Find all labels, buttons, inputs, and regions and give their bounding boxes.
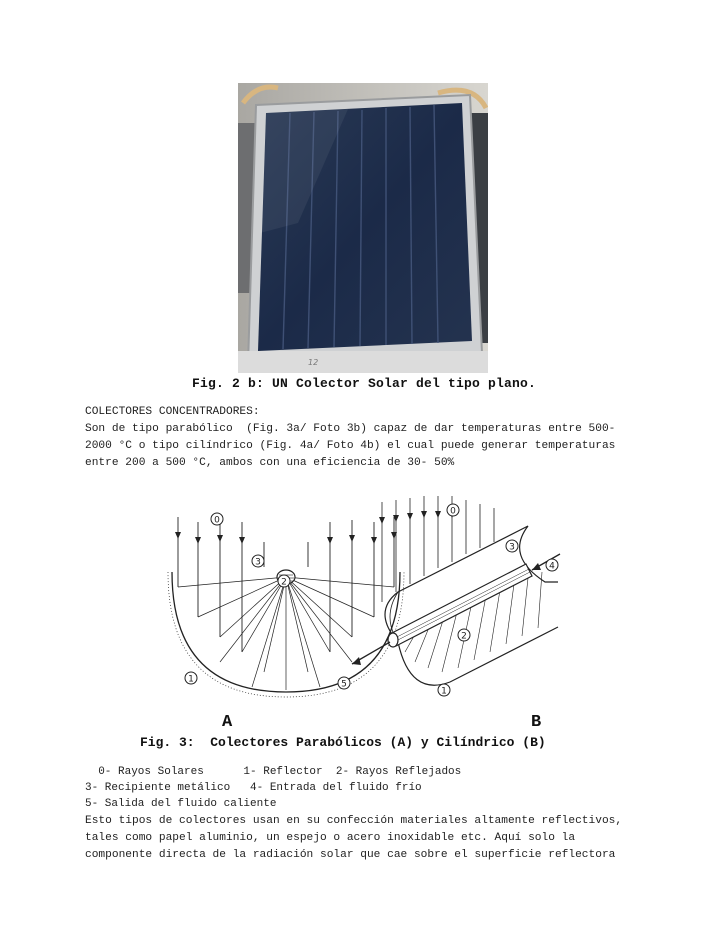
- marker-2-a: 2: [281, 577, 287, 588]
- cylindrical-collector-drawing: [352, 496, 560, 685]
- marker-5-b: 5: [341, 679, 347, 690]
- paragraph-line: tales como papel aluminio, un espejo o acero inoxidable etc. Aquí solo la: [85, 832, 576, 844]
- parabolic-collector-drawing: [168, 517, 404, 697]
- paragraph-concentrators: [85, 404, 660, 472]
- paragraph-line: 2000 °C o tipo cilíndrico (Fig. 4a/ Foto 4b) el cual puede generar temperaturas: [85, 440, 616, 452]
- figure-3-diagram: [160, 492, 570, 714]
- paragraph-line: Son de tipo parabólico (Fig. 3a/ Foto 3b) capaz de dar temperaturas entre 500-: [85, 423, 616, 435]
- marker-0-b: 0: [450, 506, 456, 517]
- marker-2-b: 2: [461, 631, 467, 642]
- legend-line: 0- Rayos Solares 1- Reflector 2- Rayos Reflejados: [85, 766, 462, 778]
- paragraph-line: COLECTORES CONCENTRADORES:: [85, 406, 260, 418]
- flat-collector-photo: [238, 83, 488, 373]
- marker-1-a: 1: [188, 674, 194, 685]
- marker-3-b: 3: [509, 542, 515, 553]
- marker-3-a: 3: [255, 557, 261, 568]
- paragraph-line: Esto tipos de colectores usan en su confección materiales altamente reflectivos,: [85, 815, 623, 827]
- figure-3-legend: [85, 764, 461, 812]
- paragraph-materials: [85, 813, 660, 864]
- photo-marking: 12: [308, 358, 319, 367]
- marker-0-a: 0: [214, 515, 220, 526]
- legend-line: 5- Salida del fluido caliente: [85, 798, 277, 810]
- legend-line: 3- Recipiente metálico 4- Entrada del fluido frío: [85, 782, 422, 794]
- panel-label-a: A: [222, 713, 233, 732]
- figure-2-caption: Fig. 2 b: UN Colector Solar del tipo plano.: [191, 376, 537, 391]
- panel-label-b: B: [531, 713, 542, 732]
- figure-3-caption: Fig. 3: Colectores Parabólicos (A) y Cilíndrico (B): [140, 735, 546, 750]
- paragraph-line: componente directa de la radiación solar que cae sobre el superficie reflectora: [85, 849, 616, 861]
- paragraph-line: entre 200 a 500 °C, ambos con una eficiencia de 30- 50%: [85, 457, 455, 469]
- marker-1-b: 1: [441, 686, 447, 697]
- marker-4-b: 4: [549, 561, 555, 572]
